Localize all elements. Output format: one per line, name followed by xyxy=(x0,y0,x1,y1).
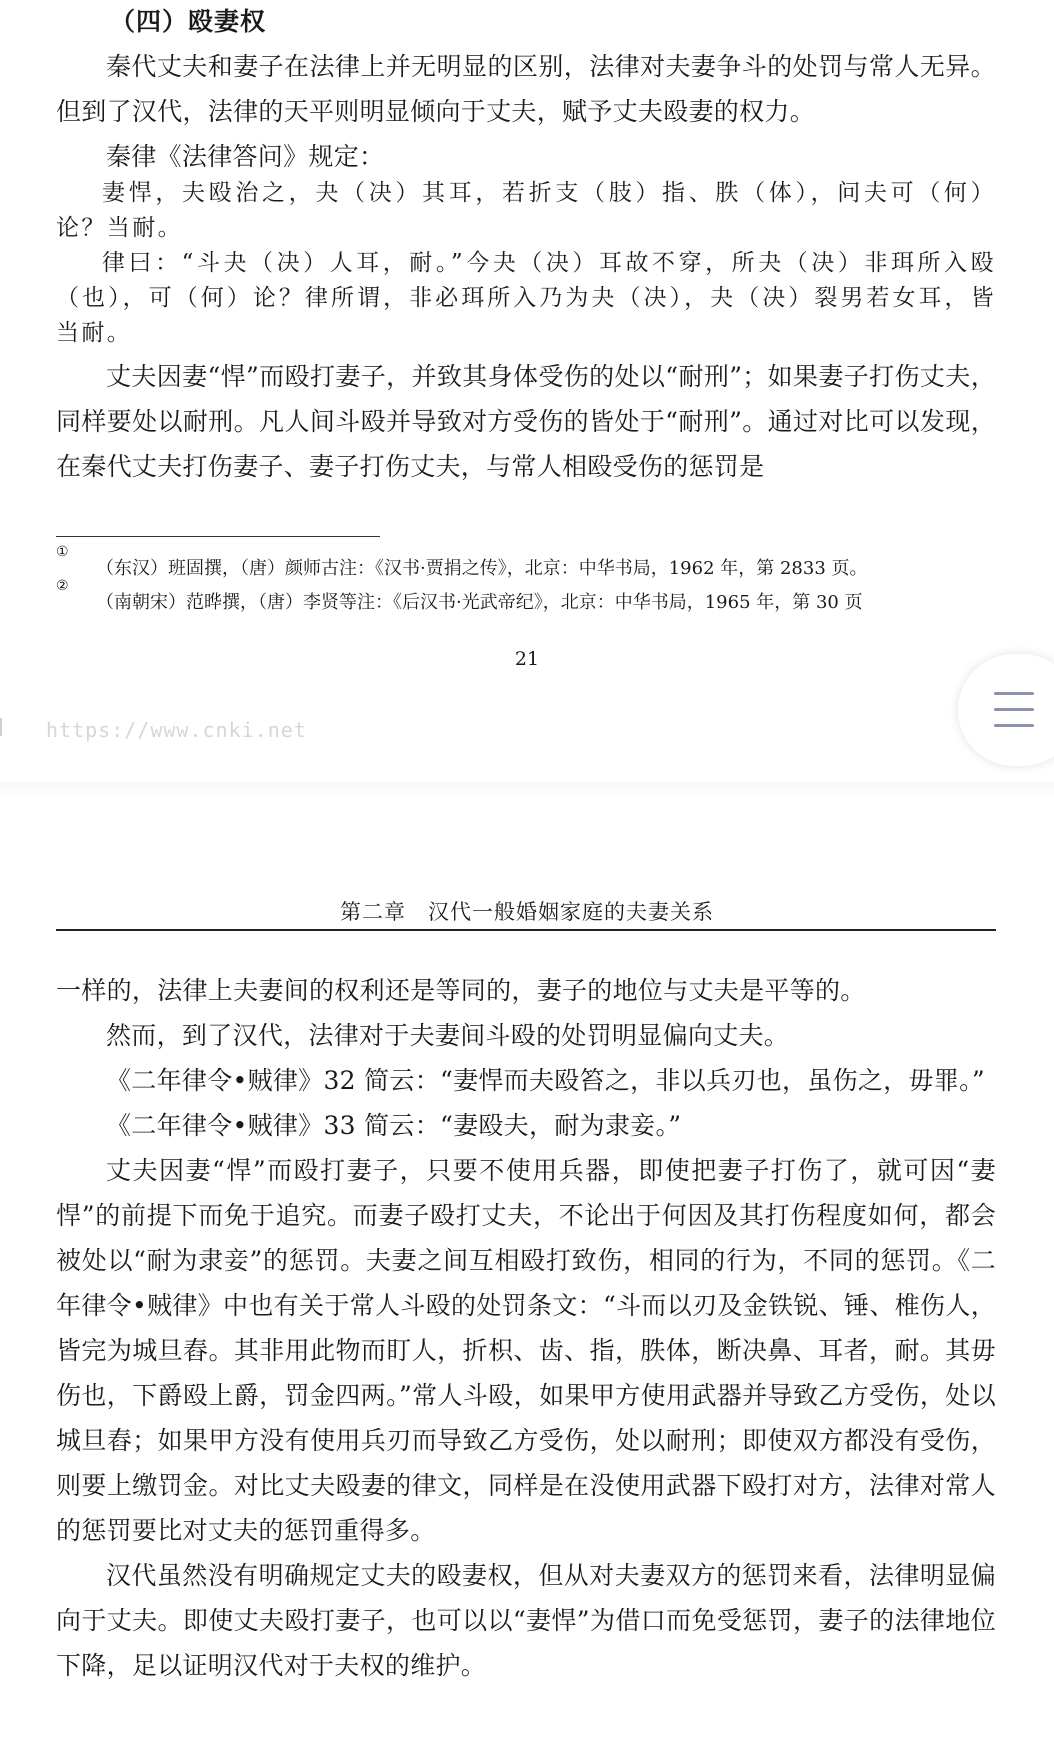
paragraph: 丈夫因妻“悍”而殴打妻子，只要不使用兵器，即使把妻子打伤了，就可因“妻悍”的前提下而免于追究。而妻子殴打丈夫，不论出于何因及其打伤程度如何，都会被处以“耐为隶妾”的惩罚。夫妻之间互相殴打致伤，相同的行为，不同的惩罚。《二年律令•贼律》中也有关于常人斗殴的处罚条文：“斗而以刃及金铁锐、锤、椎伤人，皆完为城旦舂。其非用此物而盯人，折枳、齿、指，胅体，断决鼻、耳者，耐。其毋伤也，下爵殴上爵，罚金四两。”常人斗殴，如果甲方使用武器并导致乙方受伤，处以城旦舂；如果甲方没有使用兵刃而导致乙方受伤，处以耐刑；即使双方都没有受伤，则要上缴罚金。对比丈夫殴妻的律文，同样是在没使用武器下殴打对方，法律对常人的惩罚要比对丈夫的惩罚重得多。 xyxy=(56,1156,996,1545)
paragraph: 《二年律令•贼律》33 简云：“妻殴夫，耐为隶妾。” xyxy=(106,1111,682,1140)
menu-icon xyxy=(994,692,1034,728)
paragraph: 一样的，法律上夫妻间的权利还是等同的，妻子的地位与丈夫是平等的。 xyxy=(56,976,866,1005)
section-heading: （四）殴妻权 xyxy=(110,7,267,36)
legal-quote: 律曰：“斗夬（决）人耳，耐。”今夬（决）耳故不穿，所夬（决）非珥所入殴（也），可（何）论？律所谓，非必珥所入乃为夬（决），夬（决）裂男若女耳，皆当耐。 xyxy=(56,250,996,346)
legal-quote-block xyxy=(56,176,996,351)
footnote-text: （南朝宋）范晔撰，（唐）李贤等注：《后汉书·光武帝纪》，北京：中华书局，1965 年，第 30 页 xyxy=(96,592,863,613)
header-rule xyxy=(56,929,996,931)
paragraph: 然而，到了汉代，法律对于夫妻间斗殴的处罚明显偏向丈夫。 xyxy=(106,1021,790,1050)
paragraph: 汉代虽然没有明确规定丈夫的殴妻权，但从对夫妻双方的惩罚来看，法律明显偏向于丈夫。即使丈夫殴打妻子，也可以以“妻悍”为借口而免受惩罚，妻子的法律地位下降，足以证明汉代对于夫权的维护。 xyxy=(56,1561,996,1680)
footnote-divider xyxy=(56,536,380,537)
running-header: 第二章 汉代一般婚姻家庭的夫妻关系 xyxy=(340,900,714,924)
body-text-top xyxy=(56,44,996,179)
paragraph: 《二年律令•贼律》32 简云：“妻悍而夫殴笞之，非以兵刃也，虽伤之，毋罪。” xyxy=(106,1066,985,1095)
paragraph: 秦律《法律答问》规定： xyxy=(106,142,385,171)
footnote xyxy=(56,578,1016,620)
footnotes xyxy=(56,544,1016,620)
body-text-top-2 xyxy=(56,354,996,489)
legal-quote: 妻悍，夫殴治之，夬（决）其耳，若折支（肢）指、胅（体），问夫可（何）论？当耐。 xyxy=(56,180,996,241)
scroll-edge-marker xyxy=(0,718,2,736)
paragraph: 丈夫因妻“悍”而殴打妻子，并致其身体受伤的处以“耐刑”；如果妻子打伤丈夫，同样要处以耐刑。凡人间斗殴并导致对方受伤的皆处于“耐刑”。通过对比可以发现，在秦代丈夫打伤妻子、妻子打伤丈夫，与常人相殴受伤的惩罚是 xyxy=(56,362,996,481)
paragraph: 秦代丈夫和妻子在法律上并无明显的区别，法律对夫妻争斗的处罚与常人无异。但到了汉代，法律的天平则明显倾向于丈夫，赋予丈夫殴妻的权力。 xyxy=(56,52,996,126)
page-number: 21 xyxy=(514,648,540,670)
footnote-text: （东汉）班固撰，（唐）颜师古注：《汉书·贾捐之传》，北京：中华书局，1962 年，第 2833 页。 xyxy=(96,558,868,579)
document-page-21 xyxy=(0,0,1054,790)
footnote xyxy=(56,544,1016,586)
watermark-url: https://www.cnki.net xyxy=(46,718,307,742)
footnote-mark: ② xyxy=(56,578,69,594)
page-separator xyxy=(0,782,1054,800)
body-text-bottom xyxy=(56,968,996,1688)
footnote-mark: ① xyxy=(56,544,69,560)
